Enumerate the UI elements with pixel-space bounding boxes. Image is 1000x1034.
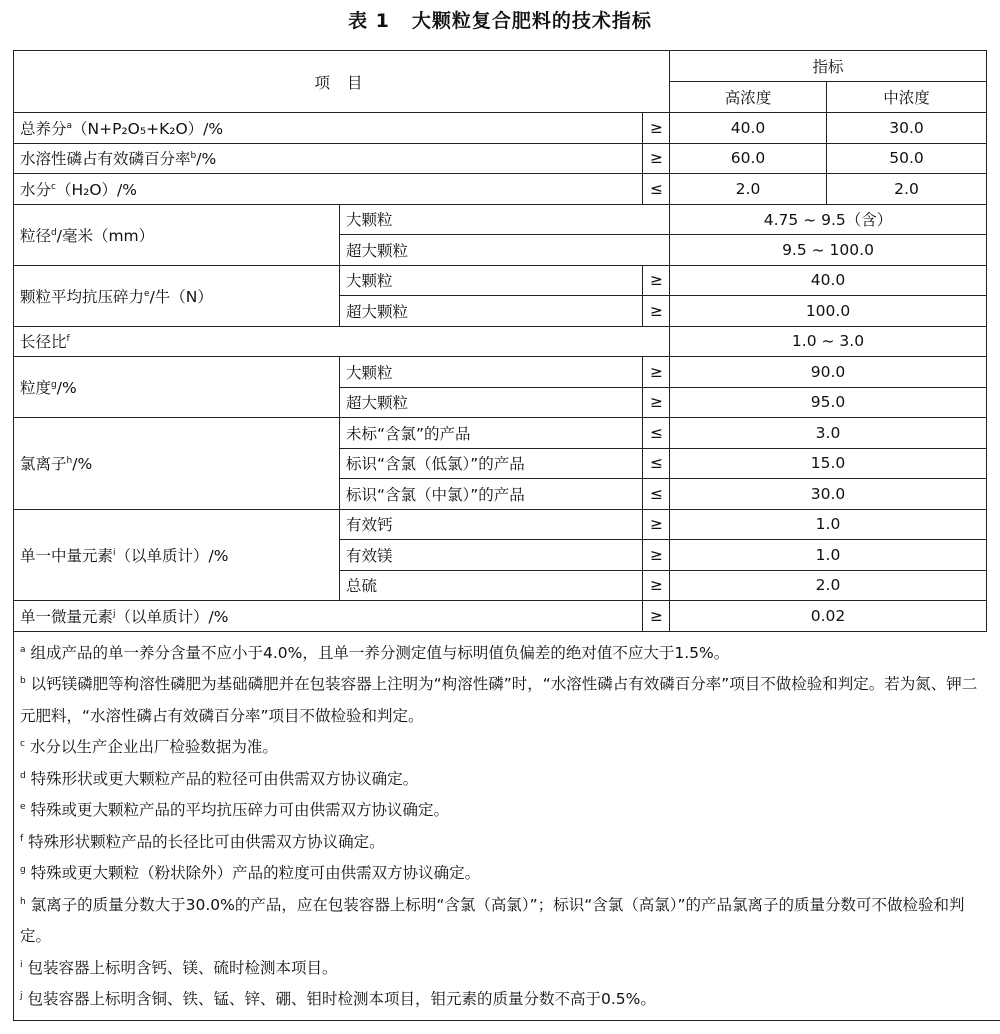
- table-title: [0, 6, 1000, 33]
- footnote: $^e$ 特殊或更大颗粒产品的平均抗压碎力可由供需双方协议确定。: [20, 801, 449, 819]
- spec-table: [13, 50, 987, 632]
- footnote: $^d$ 特殊形状或更大颗粒产品的粒径可由供需双方协议确定。: [20, 769, 419, 788]
- row-label: 氯离子$^h$/%: [14, 418, 340, 510]
- table-row: 长径比$^f$ 1.0 ~ 3.0: [14, 326, 987, 357]
- table-row: 粒度$^g$/% 大颗粒 ≥ 90.0: [14, 357, 987, 388]
- table-row: 超大颗粒 ≥ 95.0: [14, 387, 987, 418]
- row-label: 粒度$^g$/%: [14, 357, 340, 418]
- row-label: 水溶性磷占有效磷百分率$^b$/%: [14, 143, 643, 174]
- header-mid: 中浓度: [827, 82, 987, 113]
- table-row: 总硫 ≥ 2.0: [14, 570, 987, 601]
- table-row: 超大颗粒 9.5 ~ 100.0: [14, 235, 987, 266]
- table-row: 水分$^c$（H₂O）/% ≤ 2.0 2.0: [14, 174, 987, 205]
- table-row: 颗粒平均抗压碎力$^e$/牛（N） 大颗粒 ≥ 40.0: [14, 265, 987, 296]
- row-label: 长径比$^f$: [14, 326, 670, 357]
- row-label: 颗粒平均抗压碎力$^e$/牛（N）: [14, 265, 340, 326]
- footnote: $^c$ 水分以生产企业出厂检验数据为准。: [20, 738, 278, 756]
- table-row: 标识“含氯（低氯）”的产品 ≤ 15.0: [14, 448, 987, 479]
- row-label: 单一微量元素$^j$（以单质计）/%: [14, 601, 643, 632]
- footnote: $^i$ 包装容器上标明含钙、镁、硫时检测本项目。: [20, 958, 338, 977]
- table-row: 单一微量元素$^j$（以单质计）/% ≥ 0.02: [14, 601, 987, 632]
- table-row: 标识“含氯（中氯）”的产品 ≤ 30.0: [14, 479, 987, 510]
- table-row: 氯离子$^h$/% 未标“含氯”的产品 ≤ 3.0: [14, 418, 987, 449]
- footnote: $^b$ 以钙镁磷肥等枸溶性磷肥为基础磷肥并在包装容器上注明为“枸溶性磷”时，“水溶性磷占有效磷百分率”项目不做检验和判定。若为氮、钾二元肥料，“水溶性磷占有效磷百分率”项目不做检验和判定。: [20, 675, 978, 725]
- header-high: 高浓度: [670, 82, 827, 113]
- row-label: 粒径$^d$/毫米（mm）: [14, 204, 340, 265]
- footnote: $^j$ 包装容器上标明含铜、铁、锰、锌、硼、钼时检测本项目，钼元素的质量分数不高于0.5%。: [20, 990, 656, 1008]
- footnotes: [13, 632, 1000, 1021]
- table-number: 表 1: [348, 10, 390, 32]
- row-label: 单一中量元素$^i$（以单质计）/%: [14, 509, 340, 601]
- spec-table-wrapper: [13, 50, 986, 1021]
- table-row: 有效镁 ≥ 1.0: [14, 540, 987, 571]
- header-indicator: 指标: [670, 51, 987, 82]
- footnote: $^h$ 氯离子的质量分数大于30.0%的产品，应在包装容器上标明“含氯（高氯）”；标识“含氯（高氯）”的产品氯离子的质量分数可不做检验和判定。: [20, 895, 965, 945]
- table-row: 水溶性磷占有效磷百分率$^b$/% ≥ 60.0 50.0: [14, 143, 987, 174]
- table-title-text: 大颗粒复合肥料的技术指标: [411, 10, 652, 32]
- footnote: $^f$ 特殊形状颗粒产品的长径比可由供需双方协议确定。: [20, 832, 385, 851]
- footnote: $^g$ 特殊或更大颗粒（粉状除外）产品的粒度可由供需双方协议确定。: [20, 864, 481, 882]
- table-row: 粒径$^d$/毫米（mm） 大颗粒 4.75 ~ 9.5（含）: [14, 204, 987, 235]
- table-row: 总养分$^a$（N+P₂O₅+K₂O）/% ≥ 40.0 30.0: [14, 113, 987, 144]
- header-item: 项 目: [14, 51, 670, 113]
- row-label: 总养分$^a$（N+P₂O₅+K₂O）/%: [14, 113, 643, 144]
- row-label: 水分$^c$（H₂O）/%: [14, 174, 643, 205]
- table-row: 超大颗粒 ≥ 100.0: [14, 296, 987, 327]
- footnote: $^a$ 组成产品的单一养分含量不应小于4.0%，且单一养分测定值与标明值负偏差的绝对值不应大于1.5%。: [20, 643, 730, 662]
- table-row: 单一中量元素$^i$（以单质计）/% 有效钙 ≥ 1.0: [14, 509, 987, 540]
